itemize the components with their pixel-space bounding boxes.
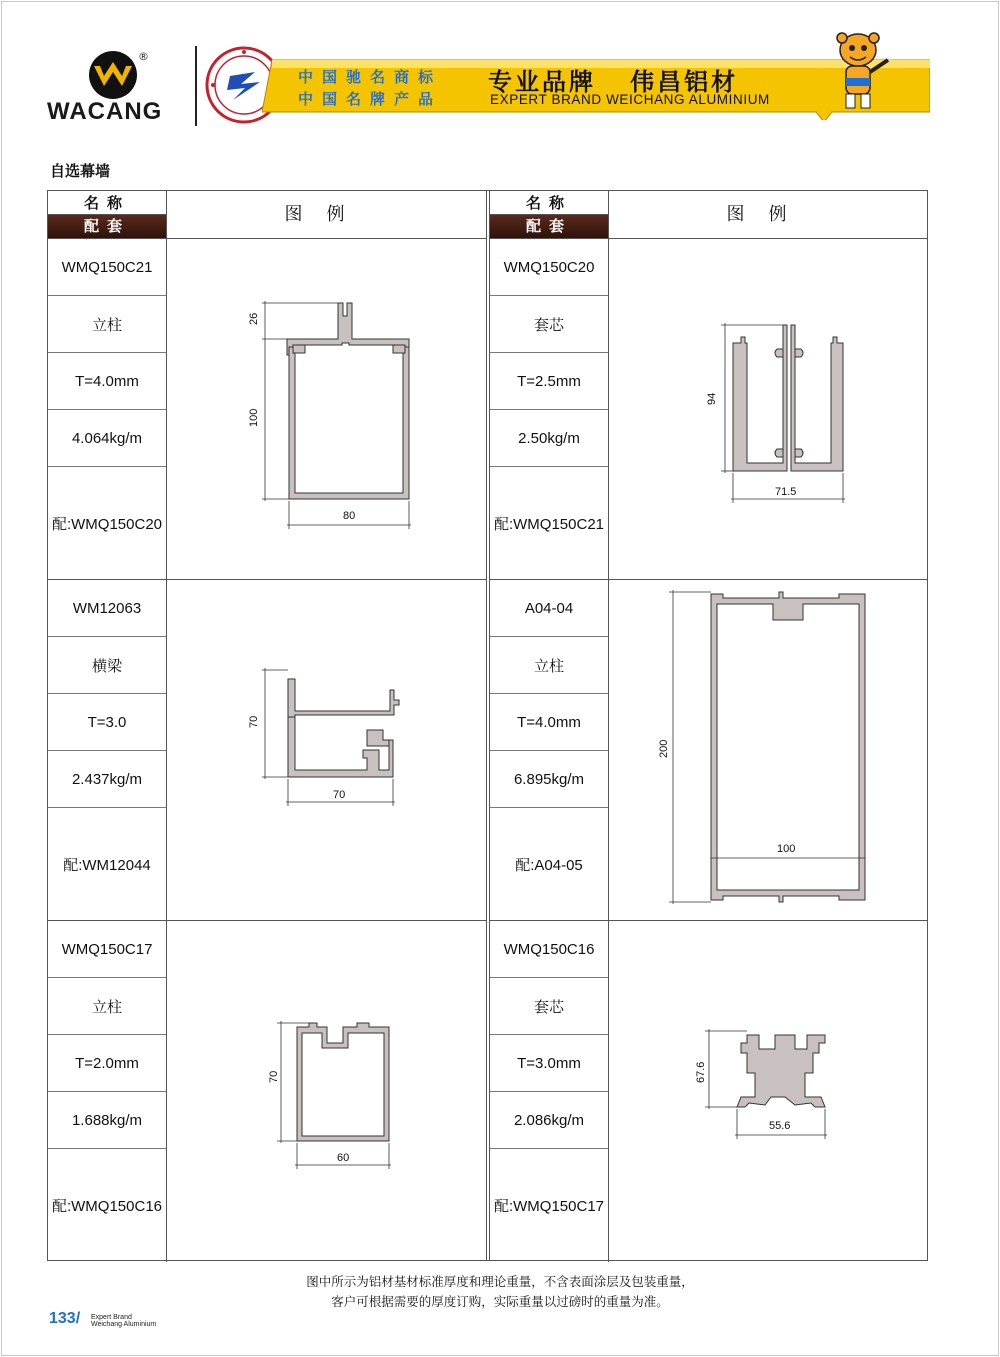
header-match: 配套 (490, 215, 608, 238)
table-right-half (490, 191, 928, 1260)
header-divider (195, 46, 197, 126)
dim-label: 200 (658, 739, 670, 758)
product-row (490, 580, 928, 921)
slogan-en: EXPERT BRAND WEICHANG ALUMINIUM (490, 92, 770, 107)
product-code: A04-04 (490, 580, 608, 637)
product-code: WMQ150C20 (490, 239, 608, 296)
footer-note-line-1: 图中所示为铝材基材标准厚度和理论重量，不含表面涂层及包装重量， (306, 1274, 694, 1289)
header-name: 名称 (48, 191, 166, 215)
product-weight: 2.50kg/m (490, 410, 608, 467)
product-code: WMQ150C17 (48, 921, 166, 978)
profile-shape (737, 1035, 825, 1107)
dim-label: 100 (248, 408, 260, 427)
product-row (490, 239, 928, 580)
product-type: 套芯 (490, 978, 608, 1035)
product-type: 立柱 (48, 296, 166, 353)
footer-note-line-2: 客户可根据需要的厚度订购，实际重量以过磅时的重量为准。 (331, 1294, 669, 1309)
profile-shape (288, 679, 399, 717)
tiger-mascot-icon (828, 30, 894, 112)
product-type: 立柱 (48, 978, 166, 1035)
product-thickness: T=3.0mm (490, 1035, 608, 1092)
trademark-line-1: 中国驰名商标 (298, 68, 443, 86)
header-name: 名称 (490, 191, 608, 215)
profile-drawing (167, 239, 486, 580)
product-type: 横梁 (48, 637, 166, 694)
trademark-line-2: 中国名牌产品 (298, 90, 443, 108)
page-footer-brand-line-2: Weichang Aluminium (91, 1321, 157, 1328)
product-row (48, 239, 486, 580)
dim-label: 71.5 (775, 486, 797, 498)
brand-name: WACANG (47, 98, 163, 125)
product-match: 配:A04-05 (515, 857, 583, 874)
profile-drawing (167, 580, 486, 921)
product-thickness: T=2.0mm (48, 1035, 166, 1092)
product-match: 配:WMQ150C16 (51, 1198, 163, 1215)
product-weight: 2.437kg/m (48, 751, 166, 808)
product-row (48, 921, 486, 1262)
profile-shape (711, 592, 865, 902)
slogan-cn: 专业品牌 伟昌铝材 (488, 68, 739, 96)
product-weight: 4.064kg/m (48, 410, 166, 467)
product-thickness: T=2.5mm (490, 353, 608, 410)
dim-label: 94 (706, 392, 718, 405)
product-code: WMQ150C21 (48, 239, 166, 296)
wacang-logo-icon (88, 50, 138, 100)
registered-mark: ® (138, 50, 149, 63)
section-title: 自选幕墙 (50, 162, 111, 180)
product-match: 配:WMQ150C20 (51, 516, 163, 533)
product-weight: 1.688kg/m (48, 1092, 166, 1149)
dim-label: 70 (248, 715, 260, 728)
profile-drawing (609, 580, 928, 921)
product-weight: 6.895kg/m (490, 751, 608, 808)
table-left-half (48, 191, 486, 1260)
dim-label: 60 (337, 1152, 350, 1164)
profile-table (47, 190, 928, 1261)
page-number: 133/ (49, 1310, 81, 1327)
profile-drawing (167, 921, 486, 1262)
product-type: 立柱 (490, 637, 608, 694)
product-row (48, 580, 486, 921)
dim-label: 67.6 (695, 1061, 707, 1083)
header-figure: 图例 (166, 191, 486, 238)
product-weight: 2.086kg/m (490, 1092, 608, 1149)
product-match: 配:WMQ150C21 (493, 516, 605, 533)
header-figure: 图例 (608, 191, 928, 238)
product-code: WM12063 (48, 580, 166, 637)
dim-label: 70 (333, 789, 346, 801)
header-match: 配套 (48, 215, 166, 238)
profile-drawing (609, 239, 928, 580)
product-type: 套芯 (490, 296, 608, 353)
product-match: 配:WMQ150C17 (493, 1198, 605, 1215)
dim-label: 55.6 (769, 1120, 791, 1132)
profile-drawing (609, 921, 928, 1262)
dim-label: 26 (248, 312, 260, 325)
product-row (490, 921, 928, 1262)
dim-label: 70 (268, 1070, 280, 1083)
product-thickness: T=4.0mm (48, 353, 166, 410)
product-thickness: T=3.0 (48, 694, 166, 751)
product-thickness: T=4.0mm (490, 694, 608, 751)
product-code: WMQ150C16 (490, 921, 608, 978)
page-footer-brand-line-1: Expert Brand (91, 1314, 132, 1321)
product-match: 配:WM12044 (63, 857, 151, 874)
profile-shape (297, 1023, 389, 1141)
dim-label: 100 (777, 843, 796, 855)
dim-label: 80 (343, 510, 356, 522)
